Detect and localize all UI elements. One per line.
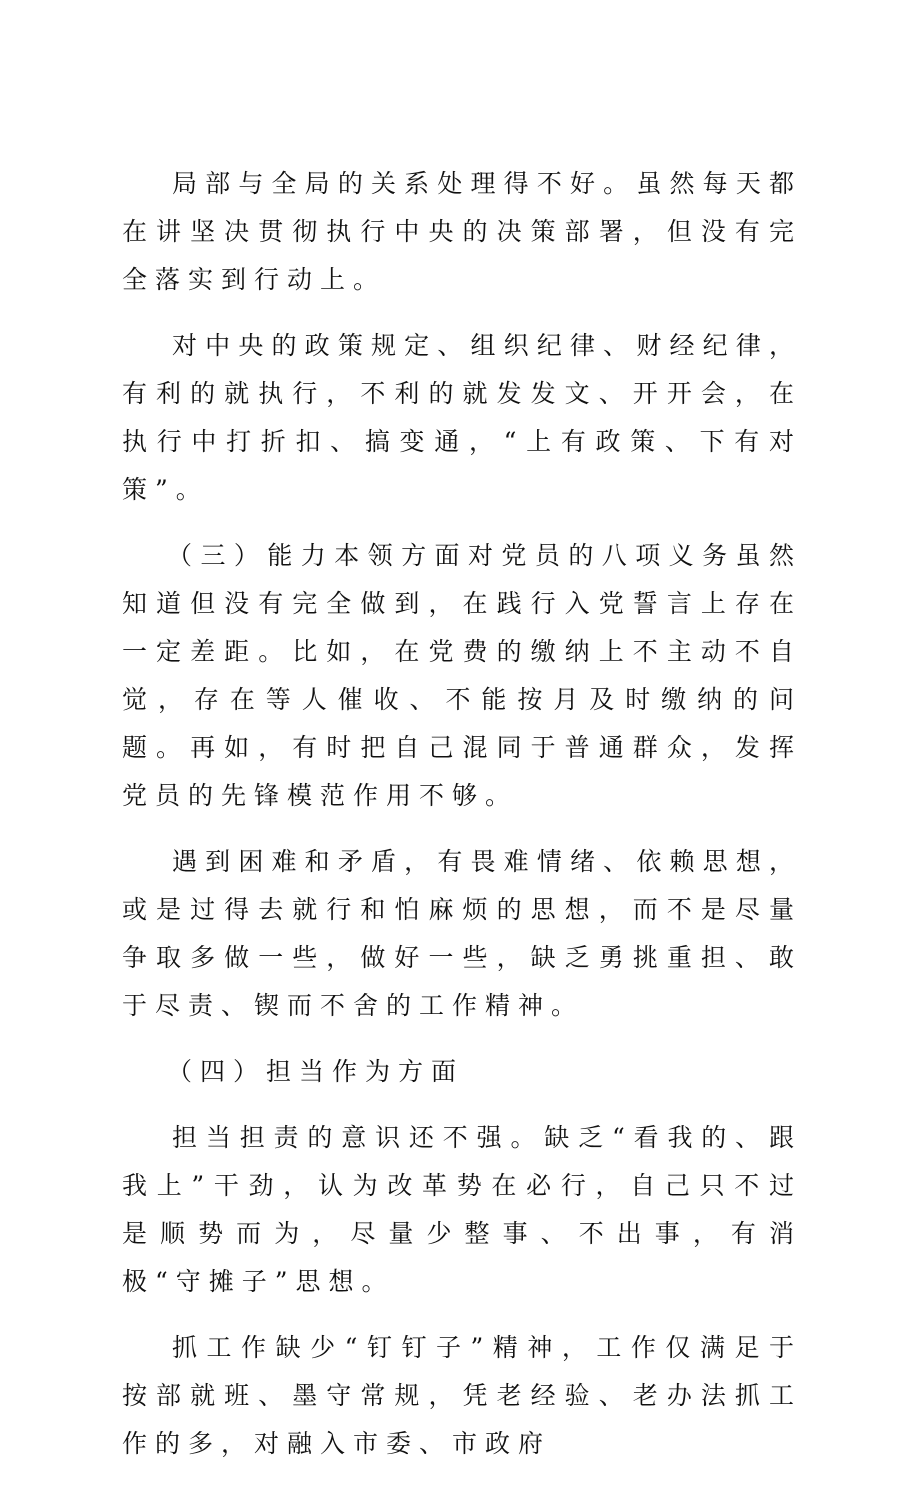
paragraph-1: 局部与全局的关系处理得不好。虽然每天都在讲坚决贯彻执行中央的决策部署，但没有完全落实到行动上。 xyxy=(122,169,802,294)
paragraph-3: （三）能力本领方面对党员的八项义务虽然知道但没有完全做到，在践行入党誓言上存在一定差距。比如，在党费的缴纳上不主动不自觉，存在等人催收、不能按月及时缴纳的问题。再如，有时把自己混同于普通群众，发挥党员的先锋模范作用不够。 xyxy=(122,541,802,810)
paragraph-6: 抓工作缺少“钉钉子”精神，工作仅满足于按部就班、墨守常规，凭老经验、老办法抓工作的多，对融入市委、市政府 xyxy=(122,1333,802,1458)
paragraph-4: 遇到困难和矛盾，有畏难情绪、依赖思想，或是过得去就行和怕麻烦的思想，而不是尽量争取多做一些，做好一些，缺乏勇挑重担、敢于尽责、锲而不舍的工作精神。 xyxy=(122,847,802,1020)
document-body xyxy=(122,160,802,1486)
paragraph-5: 担当担责的意识还不强。缺乏“看我的、跟我上”干劲，认为改革势在必行，自己只不过是顺势而为，尽量少整事、不出事，有消极“守摊子”思想。 xyxy=(122,1123,802,1296)
section-heading-4: （四）担当作为方面 xyxy=(167,1057,465,1086)
paragraph-2: 对中央的政策规定、组织纪律、财经纪律，有利的就执行，不利的就发发文、开开会，在执行中打折扣、搞变通，“上有政策、下有对策”。 xyxy=(122,331,802,504)
